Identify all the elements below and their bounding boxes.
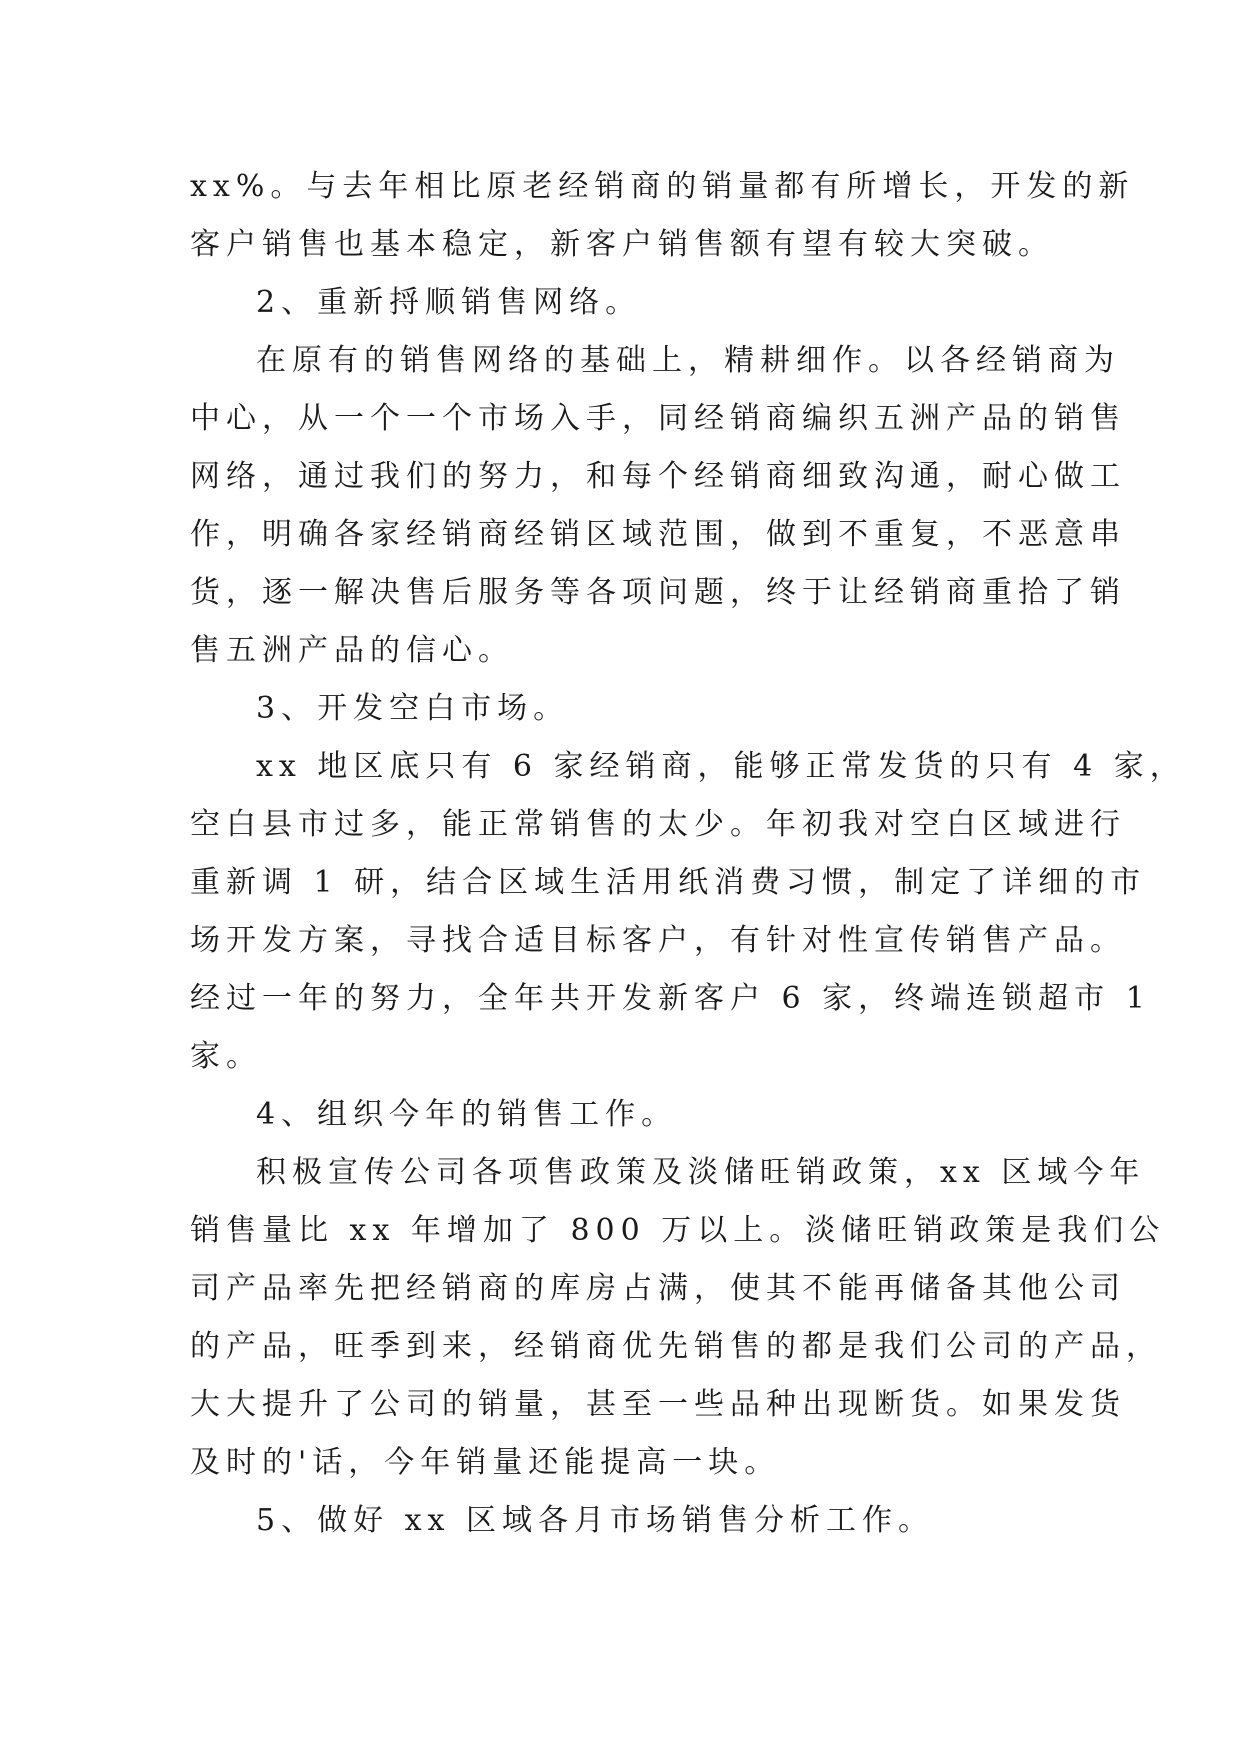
text-line: 积极宣传公司各项售政策及淡储旺销政策，xx 区域今年 [256,1155,1146,1190]
text-line: xx%。与去年相比原老经销商的销量都有所增长，开发的新 [190,169,1135,204]
text-line: 场开发方案，寻找合适目标客户，有针对性宣传销售产品。 [190,923,1126,958]
text-line: 的产品，旺季到来，经销商优先销售的都是我们公司的产品， [190,1329,1162,1364]
text-line: 在原有的销售网络的基础上，精耕细作。以各经销商为 [256,343,1120,378]
text-line: xx 地区底只有 6 家经销商，能够正常发货的只有 4 家， [256,749,1186,784]
document-body [190,158,1186,1550]
text-line: 中心，从一个一个市场入手，同经销商编织五洲产品的销售 [190,401,1126,436]
text-line: 2、重新捋顺销售网络。 [256,285,642,320]
text-line: 网络，通过我们的努力，和每个经销商细致沟通，耐心做工 [190,459,1126,494]
text-line: 作，明确各家经销商经销区域范围，做到不重复，不恶意串 [190,517,1126,552]
text-line: 售五洲产品的信心。 [190,633,514,668]
text-line: 4、组织今年的销售工作。 [256,1097,678,1132]
text-line: 3、开发空白市场。 [256,691,570,726]
text-line: 大大提升了公司的销量，甚至一些品种出现断货。如果发货 [190,1387,1126,1422]
text-line: 货，逐一解决售后服务等各项问题，终于让经销商重拾了销 [190,575,1126,610]
text-line: 家。 [190,1039,262,1074]
text-line: 经过一年的努力，全年共开发新客户 6 家，终端连锁超市 1 [190,981,1151,1016]
text-line: 5、做好 xx 区域各月市场销售分析工作。 [256,1503,934,1538]
text-line: 司产品率先把经销商的库房占满，使其不能再储备其他公司 [190,1271,1126,1306]
text-line: 及时的'话，今年销量还能提高一块。 [190,1445,781,1480]
text-line: 销售量比 xx 年增加了 800 万以上。淡储旺销政策是我们公 [190,1213,1166,1248]
text-line: 空白县市过多，能正常销售的太少。年初我对空白区域进行 [190,807,1126,842]
text-line: 客户销售也基本稳定，新客户销售额有望有较大突破。 [190,227,1054,262]
text-line: 重新调 1 研，结合区域生活用纸消费习惯，制定了详细的市 [190,865,1147,900]
